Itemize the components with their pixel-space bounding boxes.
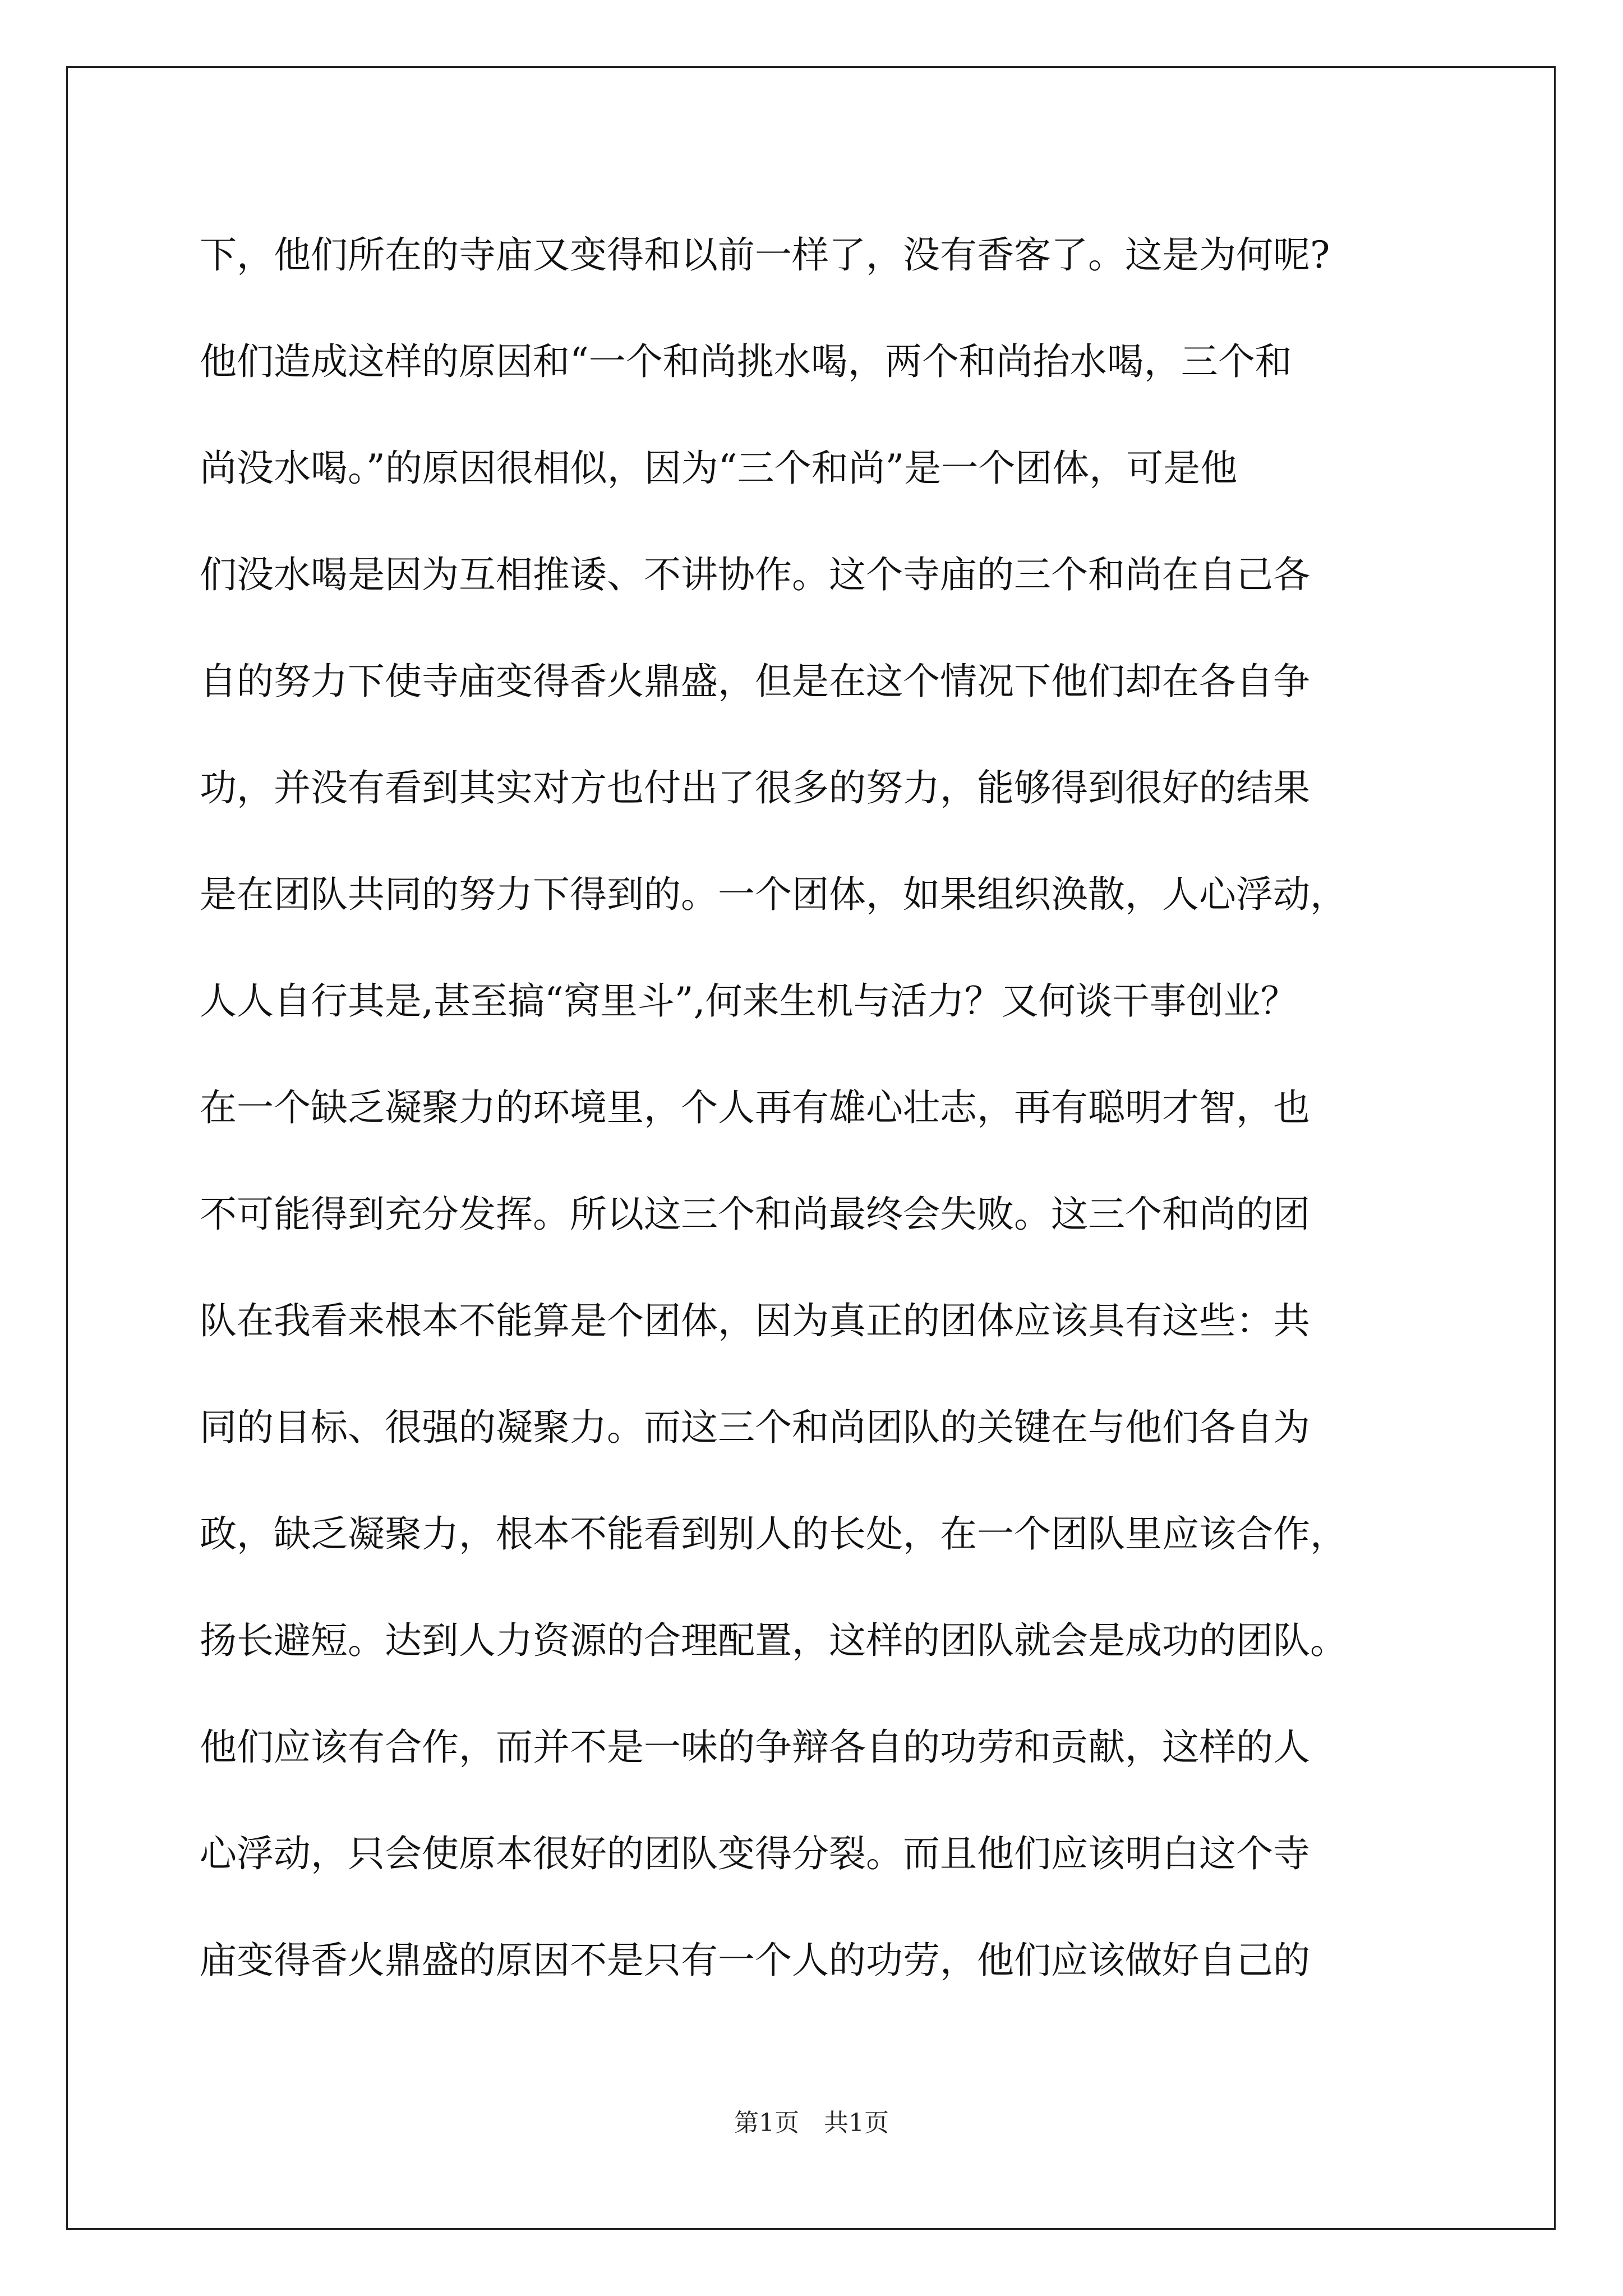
text-line: 下，他们所在的寺庙又变得和以前一样了，没有香客了。这是为何呢? (200, 233, 1330, 277)
text-line: 队在我看来根本不能算是个团体，因为真正的团体应该具有这些：共 (200, 1299, 1310, 1342)
text-line: 们没水喝是因为互相推诿、不讲协作。这个寺庙的三个和尚在自己各 (200, 553, 1310, 596)
text-line: 庙变得香火鼎盛的原因不是只有一个人的功劳，他们应该做好自己的 (200, 1939, 1310, 1982)
text-line: 扬长避短。达到人力资源的合理配置，这样的团队就会是成功的团队。 (200, 1619, 1347, 1662)
page-number-footer: 第1页 共1页 (734, 2109, 889, 2137)
text-line: 同的目标、很强的凝聚力。而这三个和尚团队的关键在与他们各自为 (200, 1406, 1310, 1449)
text-line: 是在团队共同的努力下得到的。一个团体，如果组织涣散，人心浮动， (200, 873, 1347, 916)
document-body (200, 202, 1433, 2014)
text-line: 他们造成这样的原因和“一个和尚挑水喝，两个和尚抬水喝，三个和 (200, 340, 1292, 383)
text-line: 心浮动，只会使原本很好的团队变得分裂。而且他们应该明白这个寺 (200, 1832, 1310, 1875)
text-line: 政，缺乏凝聚力，根本不能看到别人的长处，在一个团队里应该合作， (200, 1512, 1347, 1556)
text-line: 在一个缺乏凝聚力的环境里，个人再有雄心壮志，再有聪明才智，也 (200, 1086, 1310, 1129)
text-line: 不可能得到充分发挥。所以这三个和尚最终会失败。这三个和尚的团 (200, 1193, 1310, 1236)
text-line: 功，并没有看到其实对方也付出了很多的努力，能够得到很好的结果 (200, 766, 1310, 809)
text-line: 自的努力下使寺庙变得香火鼎盛，但是在这个情况下他们却在各自争 (200, 660, 1310, 703)
text-line: 他们应该有合作，而并不是一味的争辩各自的功劳和贡献，这样的人 (200, 1726, 1310, 1769)
text-line: 尚没水喝。”的原因很相似，因为“三个和尚”是一个团体，可是他 (200, 447, 1238, 490)
text-line: 人人自行其是,甚至搞“窝里斗”,何来生机与活力？又何谈干事创业？ (200, 979, 1298, 1023)
